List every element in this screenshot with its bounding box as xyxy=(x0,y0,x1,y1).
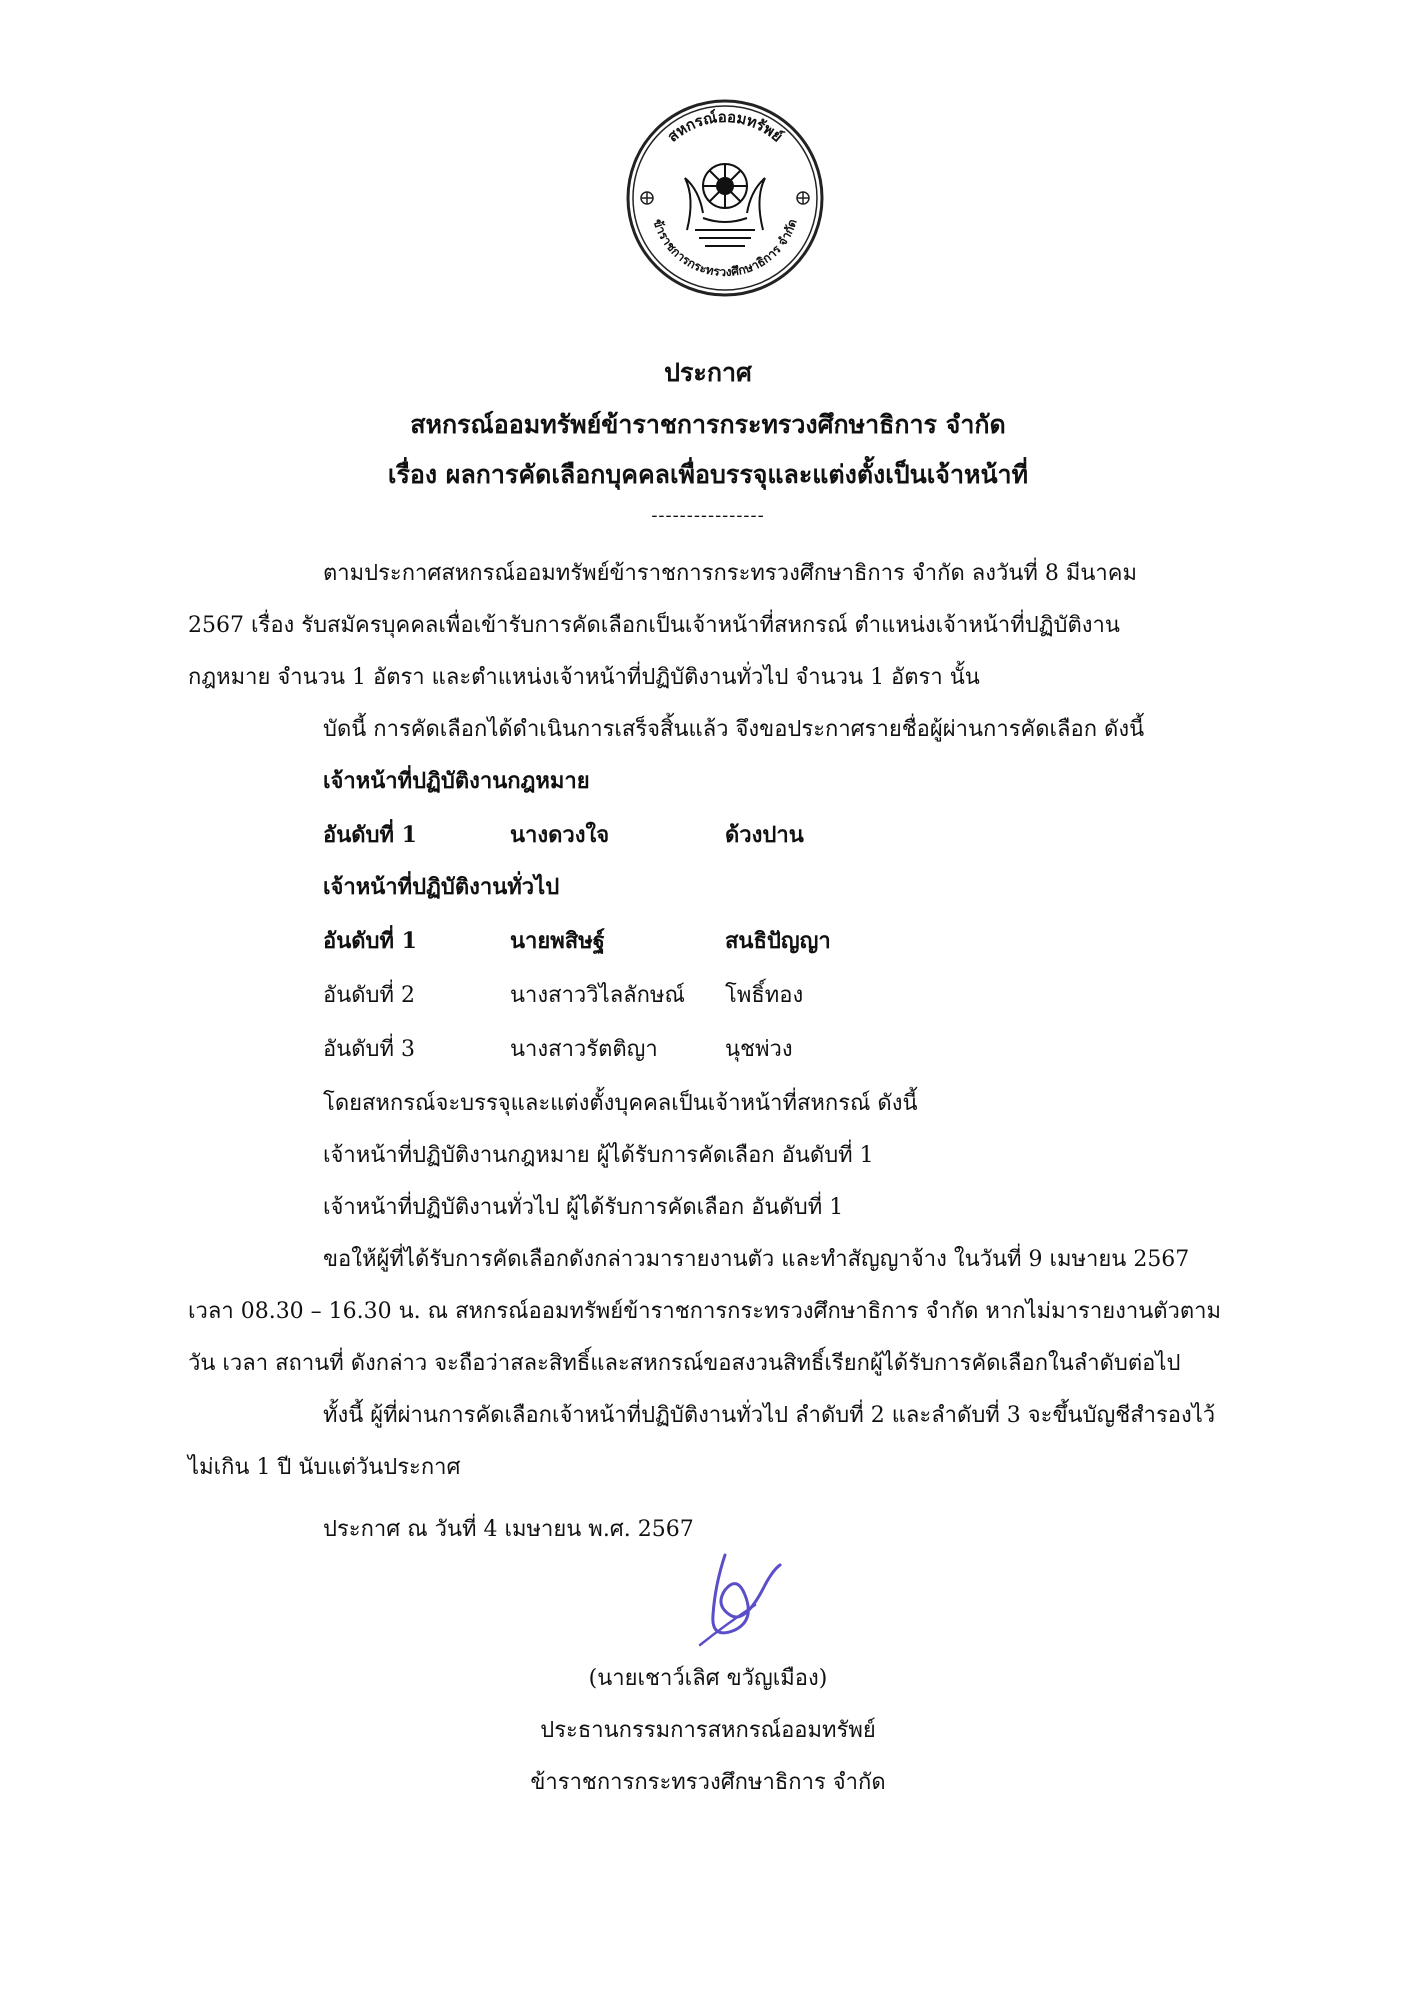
announcement-subject: เรื่อง ผลการคัดเลือกบุคคลเพื่อบรรจุและแต่งตั้งเป็นเจ้าหน้าที่ xyxy=(387,460,1029,489)
general-last-name: โพธิ์ทอง xyxy=(725,983,804,1008)
paragraph-4-line-1: ขอให้ผู้ที่ได้รับการคัดเลือกดังกล่าวมารายงานตัว และทำสัญญาจ้าง ในวันที่ 9 เมษายน 2567 xyxy=(323,1247,1190,1272)
general-first-name: นางสาวรัตติญา xyxy=(510,1037,658,1062)
general-last-name: สนธิปัญญา xyxy=(725,928,831,954)
announcement-date: ประกาศ ณ วันที่ 4 เมษายน พ.ศ. 2567 xyxy=(323,1517,694,1542)
general-rank: อันดับที่ 1 xyxy=(323,928,417,954)
svg-text:ข้าราชการกระทรวงศึกษาธิการ จำก: ข้าราชการกระทรวงศึกษาธิการ จำกัด xyxy=(650,217,800,280)
paragraph-2: บัดนี้ การคัดเลือกได้ดำเนินการเสร็จสิ้นแล้ว จึงขอประกาศรายชื่อผู้ผ่านการคัดเลือก ดังนี้ xyxy=(323,717,1145,742)
general-first-name: นางสาววิไลลักษณ์ xyxy=(510,983,685,1008)
paragraph-3-item-general: เจ้าหน้าที่ปฏิบัติงานทั่วไป ผู้ได้รับการคัดเลือก อันดับที่ 1 xyxy=(323,1195,844,1220)
paragraph-4-line-2: เวลา 08.30 – 16.30 น. ณ สหกรณ์ออมทรัพย์ข้าราชการกระทรวงศึกษาธิการ จำกัด หากไม่มารายงานตัวตาม xyxy=(188,1299,1222,1324)
paragraph-5-line-2: ไม่เกิน 1 ปี นับแต่วันประกาศ xyxy=(188,1455,461,1480)
general-rank: อันดับที่ 2 xyxy=(323,983,415,1008)
section-general-heading: เจ้าหน้าที่ปฏิบัติงานทั่วไป xyxy=(323,874,560,900)
general-first-name: นายพสิษฐ์ xyxy=(510,928,605,954)
paragraph-3: โดยสหกรณ์จะบรรจุและแต่งตั้งบุคคลเป็นเจ้าหน้าที่สหกรณ์ ดังนี้ xyxy=(323,1091,918,1116)
signatory-position-line-1: ประธานกรรมการสหกรณ์ออมทรัพย์ xyxy=(540,1718,876,1743)
signatory-position-line-2: ข้าราชการกระทรวงศึกษาธิการ จำกัด xyxy=(530,1770,886,1795)
general-last-name: นุชพ่วง xyxy=(725,1037,793,1062)
announcement-title: ประกาศ xyxy=(664,358,752,387)
general-rank: อันดับที่ 3 xyxy=(323,1037,415,1062)
signatory-name: (นายเชาว์เลิศ ขวัญเมือง) xyxy=(588,1666,828,1691)
section-legal-heading: เจ้าหน้าที่ปฏิบัติงานกฎหมาย xyxy=(323,768,590,794)
legal-rank: อันดับที่ 1 xyxy=(323,822,417,848)
paragraph-1-line-3: กฎหมาย จำนวน 1 อัตรา และตำแหน่งเจ้าหน้าที่ปฏิบัติงานทั่วไป จำนวน 1 อัตรา นั้น xyxy=(188,665,980,690)
paragraph-3-item-legal: เจ้าหน้าที่ปฏิบัติงานกฎหมาย ผู้ได้รับการคัดเลือก อันดับที่ 1 xyxy=(323,1143,874,1168)
paragraph-1-line-2: 2567 เรื่อง รับสมัครบุคคลเพื่อเข้ารับการคัดเลือกเป็นเจ้าหน้าที่สหกรณ์ ตำแหน่งเจ้าหน้าที่ปฏิบัติงาน xyxy=(188,613,1120,638)
svg-text:สหกรณ์ออมทรัพย์: สหกรณ์ออมทรัพย์ xyxy=(663,107,787,146)
cooperative-seal-logo xyxy=(625,98,825,298)
organization-name: สหกรณ์ออมทรัพย์ข้าราชการกระทรวงศึกษาธิการ จำกัด xyxy=(410,410,1006,439)
legal-last-name: ด้วงปาน xyxy=(725,822,804,848)
paragraph-5-line-1: ทั้งนี้ ผู้ที่ผ่านการคัดเลือกเจ้าหน้าที่ปฏิบัติงานทั่วไป ลำดับที่ 2 และลำดับที่ 3 จะขึ้นบัญชีสำรองไว้ xyxy=(323,1403,1216,1428)
paragraph-4-line-3: วัน เวลา สถานที่ ดังกล่าว จะถือว่าสละสิทธิ์และสหกรณ์ขอสงวนสิทธิ์เรียกผู้ได้รับการคัดเลือกในลำดับต่อไป xyxy=(188,1351,1181,1376)
legal-first-name: นางดวงใจ xyxy=(510,822,610,848)
handwritten-signature xyxy=(685,1545,795,1655)
separator-line: ---------------- xyxy=(651,505,765,526)
paragraph-1-line-1: ตามประกาศสหกรณ์ออมทรัพย์ข้าราชการกระทรวงศึกษาธิการ จำกัด ลงวันที่ 8 มีนาคม xyxy=(323,561,1137,586)
